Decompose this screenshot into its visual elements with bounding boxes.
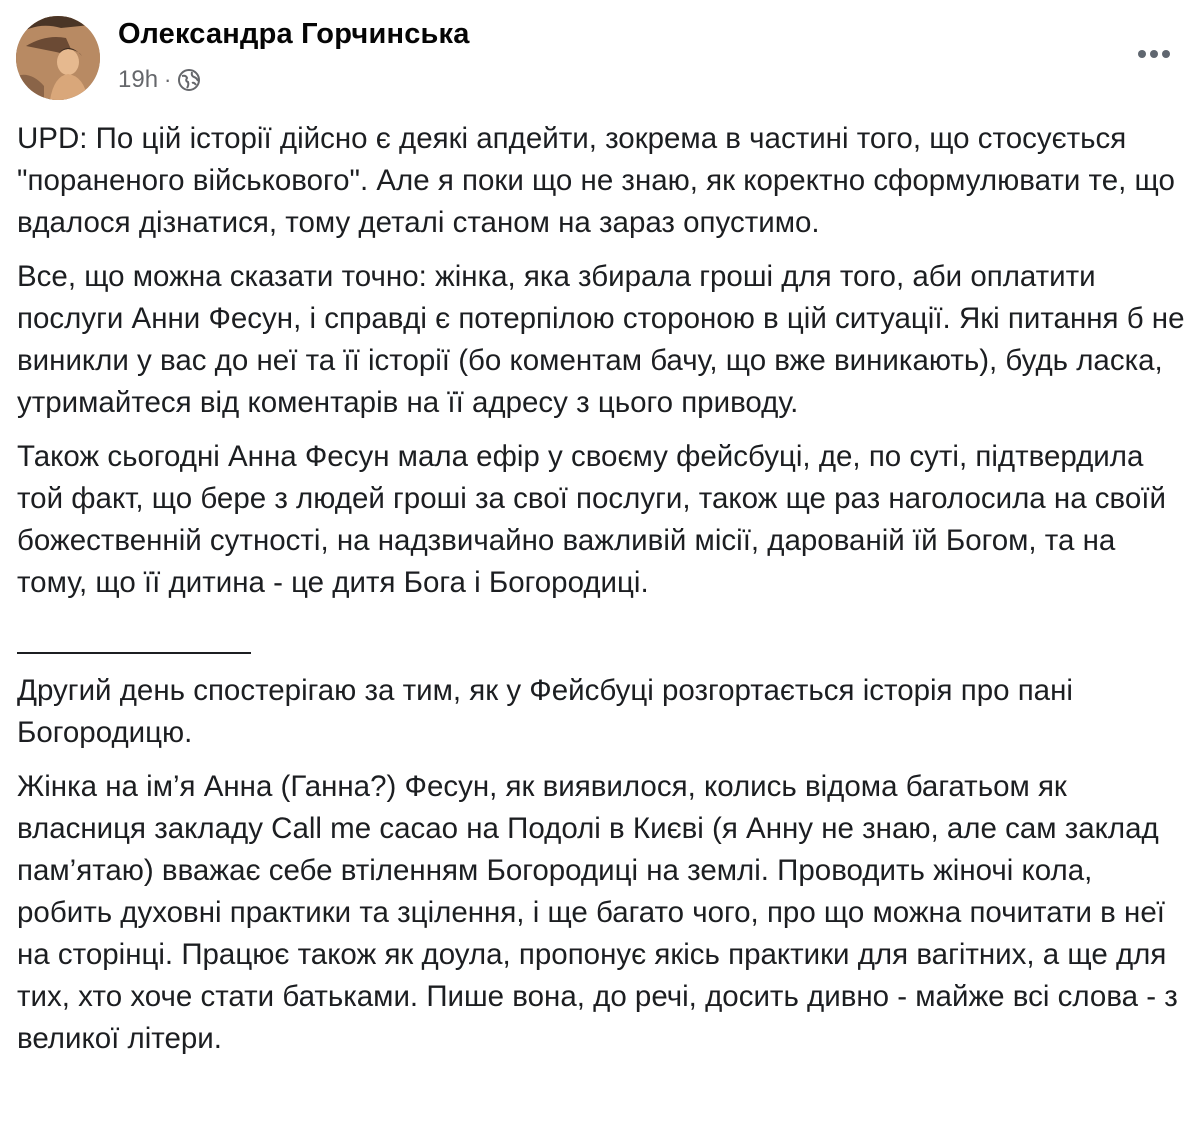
author-name[interactable]: Олександра Горчинська bbox=[118, 18, 470, 50]
avatar[interactable] bbox=[16, 16, 100, 100]
avatar-photo bbox=[16, 16, 100, 100]
meta-separator: · bbox=[164, 67, 172, 92]
post-body bbox=[17, 118, 1187, 1072]
post-paragraph: Все, що можна сказати точно: жінка, яка збирала гроші для того, аби оплатити послуги Анни Фесун, і справді є потерпілою стороною в цій ситуації. Які питання б не виникли у вас до неї та її історії (бо коментам бачу, що вже виникають), будь ласка, утримайтеся від коментарів на її адресу з цього приводу. bbox=[17, 260, 1185, 419]
post-header bbox=[16, 16, 1186, 102]
more-horizontal-icon bbox=[1138, 50, 1146, 58]
more-options-button[interactable] bbox=[1132, 36, 1176, 72]
post-meta bbox=[118, 66, 201, 94]
post-paragraph: Жінка на ім’я Анна (Ганна?) Фесун, як виявилося, колись відома багатьом як власниця закладу Call me сасао на Подолі в Києві (я Анну не знаю, але сам заклад пам’ятаю) вважає себе втіленням Богородиці на землі. Проводить жіночі кола, робить духовні практики та зцілення, і ще багато чого, про що можна почитати в неї на сторінці. Працює також як доула, пропонує якісь практики для вагітних, а ще для тих, хто хоче стати батьками. Пише вона, до речі, досить дивно - майже всі слова - з великої літери. bbox=[17, 770, 1178, 1055]
globe-icon[interactable] bbox=[177, 68, 201, 92]
post-timestamp[interactable]: 19h bbox=[118, 66, 159, 93]
post-paragraph: UPD: По цій історії дійсно є деякі апдейти, зокрема в частині того, що стосується "пораненого військового". Але я поки що не знаю, як коректно сформулювати те, що вдалося дізнатися, тому деталі станом на зараз опустимо. bbox=[17, 122, 1175, 239]
more-horizontal-icon bbox=[1162, 50, 1170, 58]
text-divider bbox=[17, 616, 1187, 658]
post-paragraph: Другий день спостерігаю за тим, як у Фейсбуці розгортається історія про пані Богородицю. bbox=[17, 674, 1073, 749]
post-paragraph: Також сьогодні Анна Фесун мала ефір у своєму фейсбуці, де, по суті, підтвердила той факт, що бере з людей гроші за свої послуги, також ще раз наголосила на своїй божественній сутності, на надзвичайно важливій місії, дарованій їй Богом, та на тому, що її дитина - це дитя Бога і Богородиці. bbox=[17, 440, 1166, 599]
more-horizontal-icon bbox=[1150, 50, 1158, 58]
